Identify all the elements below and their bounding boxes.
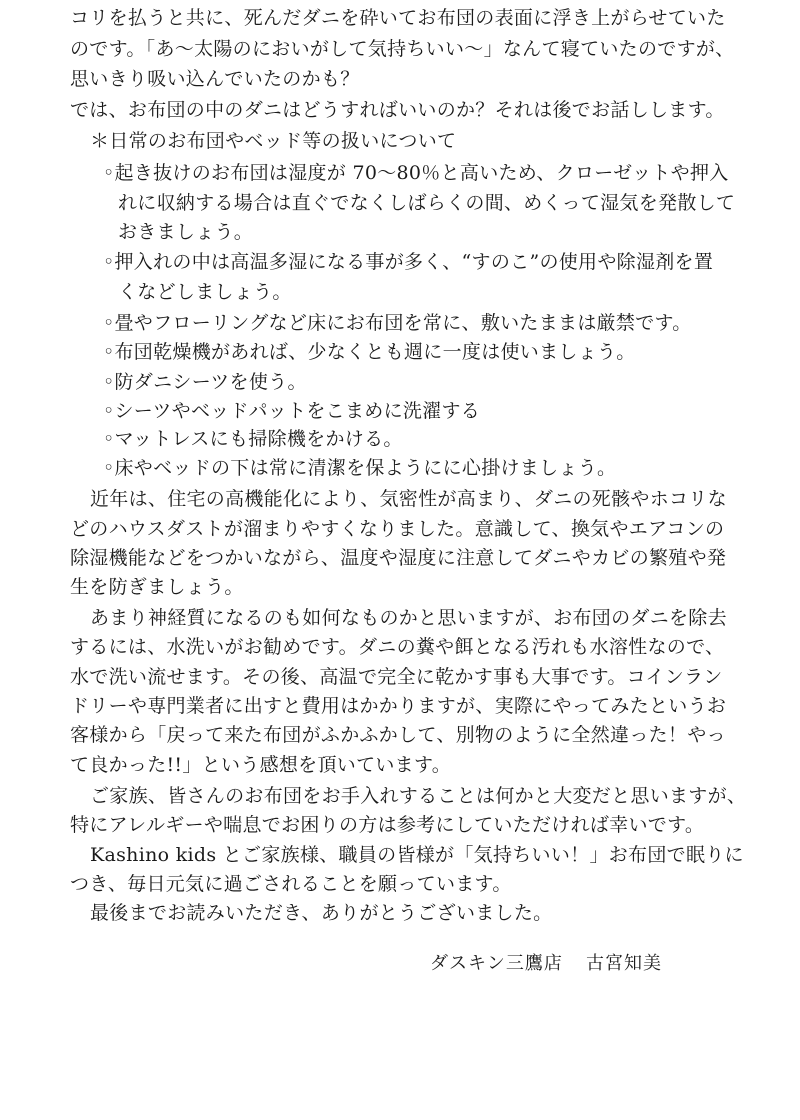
care-item-continuation: れに収納する場合は直ぐでなくしばらくの間、めくって湿気を発散して [118,192,736,214]
signature-store: ダスキン三鷹店 [430,953,563,974]
paragraph-line: 生を防ぎましょう。 [70,576,244,598]
text-line: のです。「あ～太陽のにおいがして気持ちいい～」なんて寝ていたのですが、 [70,38,735,60]
care-item-continuation: くなどしましょう。 [118,281,292,303]
care-item: ◦布団乾燥機があれば、少なくとも週に一度は使いましょう。 [103,341,636,363]
care-item-continuation: おきましょう。 [118,221,254,243]
paragraph-line: ドリーや専門業者に出すと費用はかかりますが、実際にやってみたというお [70,695,727,717]
paragraph-line: どのハウスダストが溜まりやすくなりました。意識して、換気やエアコンの [70,518,725,540]
text-line: コリを払うと共に、死んだダニを砕いてお布団の表面に浮き上がらせていた [70,7,726,29]
paragraph-line: 客様から「戻って来た布団がふかふかして、別物のように全然違った！やっ [70,724,726,746]
paragraph-line: するには、水洗いがお勧めです。ダニの糞や餌となる汚れも水溶性なので、 [70,636,725,658]
paragraph-line: Kashino kids とご家族様、職員の皆様が「気持ちいい！」お布団で眠りに [90,844,744,866]
text-line: では、お布団の中のダニはどうすればいいのか？それは後でお話しします。 [70,99,725,121]
paragraph-line: 特にアレルギーや喘息でお困りの方は参考にしていただければ幸いです。 [70,814,705,836]
care-item: ◦畳やフローリングなど床にお布団を常に、敷いたままは厳禁です。 [103,312,692,334]
care-item: ◦床やベッドの下は常に清潔を保ようにに心掛けましょう。 [103,457,617,479]
paragraph-line: つき、毎日元気に過ごされることを願っています。 [70,873,512,895]
care-item: ◦マットレスにも掃除機をかける。 [103,428,403,450]
care-item: ◦押入れの中は高温多湿になる事が多く、“すのこ”の使用や除湿剤を置 [103,251,714,273]
paragraph-line: 最後までお読みいただき、ありがとうございました。 [90,902,553,924]
paragraph-line: ご家族、皆さんのお布団をお手入れすることは何かと大変だと思いますが、 [90,785,747,807]
paragraph-line: 水で洗い流せます。その後、高温で完全に乾かす事も大事です。コインラン [70,666,723,688]
text-line: 思いきり吸い込んでいたのかも？ [70,68,360,90]
paragraph-line: あまり神経質になるのも如何なものかと思いますが、お布団のダニを除去 [90,607,727,629]
paragraph-line: て良かった!!」という感想を頂いています。 [70,754,452,776]
paragraph-line: 近年は、住宅の高機能化により、気密性が高まり、ダニの死骸やホコリな [90,488,727,510]
care-item: ◦起き抜けのお布団は湿度が 70～80％と高いため、クローゼットや押入 [103,162,729,184]
care-item: ◦防ダニシーツを使う。 [103,371,307,393]
care-item: ◦シーツやベッドパットをこまめに洗濯する [103,400,481,422]
signature-author: 古宮知美 [586,953,662,974]
care-heading: ＊日常のお布団やベッド等の扱いについて [90,130,457,152]
paragraph-line: 除湿機能などをつかいながら、温度や湿度に注意してダニやカビの繁殖や発 [70,547,727,569]
